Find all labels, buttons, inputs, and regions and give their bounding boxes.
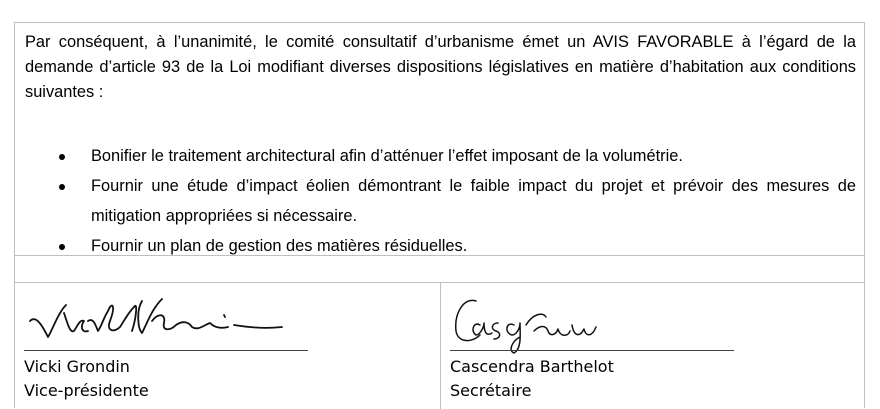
- bullet-icon: [59, 184, 65, 190]
- signatory-name: Vicki Grondin: [24, 357, 130, 376]
- signature-line: [24, 350, 308, 351]
- handwritten-signature-icon: [450, 291, 650, 355]
- signature-row: [14, 282, 865, 408]
- signature-line: [450, 350, 734, 351]
- signature-block-left: [24, 283, 324, 409]
- signature-block-right: [450, 283, 750, 409]
- column-divider: [440, 283, 441, 409]
- bullet-icon: [59, 244, 65, 250]
- bullet-icon: [59, 154, 65, 160]
- condition-item: [25, 141, 856, 171]
- condition-text: Bonifier le traitement architectural afin d’atténuer l’effet imposant de la volumétrie.: [91, 147, 683, 165]
- conditions-list: [25, 141, 856, 261]
- signatory-name: Cascendra Barthelot: [450, 357, 614, 376]
- minutes-table: [14, 22, 867, 408]
- condition-item: [25, 171, 856, 231]
- resolution-paragraph: Par conséquent, à l’unanimité, le comité consultatif d’urbanisme émet un AVIS FAVORABLE à l’égard de la demande d’article 93 de la Loi modifiant diverses dispositions législatives en matière d’habitation aux conditions suivantes :: [25, 33, 856, 101]
- handwritten-signature-icon: [24, 291, 284, 351]
- empty-row: [14, 255, 865, 282]
- condition-text: Fournir une étude d’impact éolien démontrant le faible impact du projet et prévoir des mesures de mitigation appropriées si nécessaire.: [91, 177, 856, 225]
- signatory-role: Vice-présidente: [24, 381, 149, 400]
- resolution-cell: [14, 22, 865, 255]
- signatory-role: Secrétaire: [450, 381, 532, 400]
- condition-text: Fournir un plan de gestion des matières résiduelles.: [91, 237, 468, 255]
